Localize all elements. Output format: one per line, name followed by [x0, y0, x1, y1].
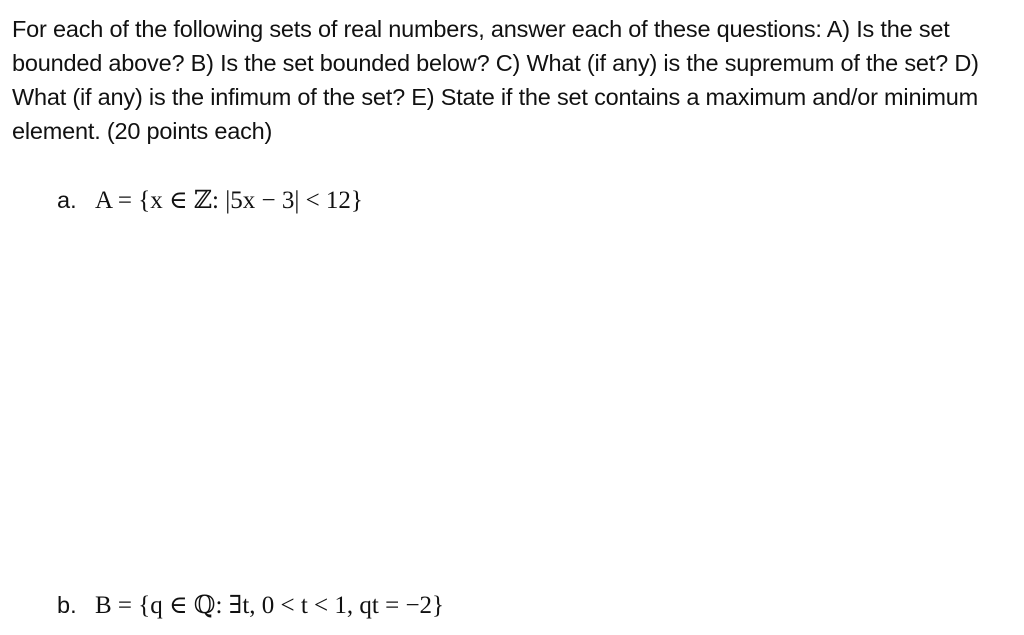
problem-a-marker: a. [57, 187, 77, 213]
problem-a [57, 185, 363, 215]
problem-b-marker: b. [57, 592, 77, 618]
set-a-definition: A = {x ∈ ℤ: |5x − 3| < 12} [95, 187, 363, 214]
instructions-paragraph: For each of the following sets of real numbers, answer each of these questions: A) Is the set bounded above? B) Is the set bounded below? C) What (if any) is the supremum of the set? D) What (if any) is the infimum of the set? E) State if the set contains a maximum and/or minimum element. (20 points each) [12, 16, 979, 144]
problem-b [57, 590, 444, 620]
set-b-definition: B = {q ∈ ℚ: ∃t, 0 < t < 1, qt = −2} [95, 592, 445, 619]
